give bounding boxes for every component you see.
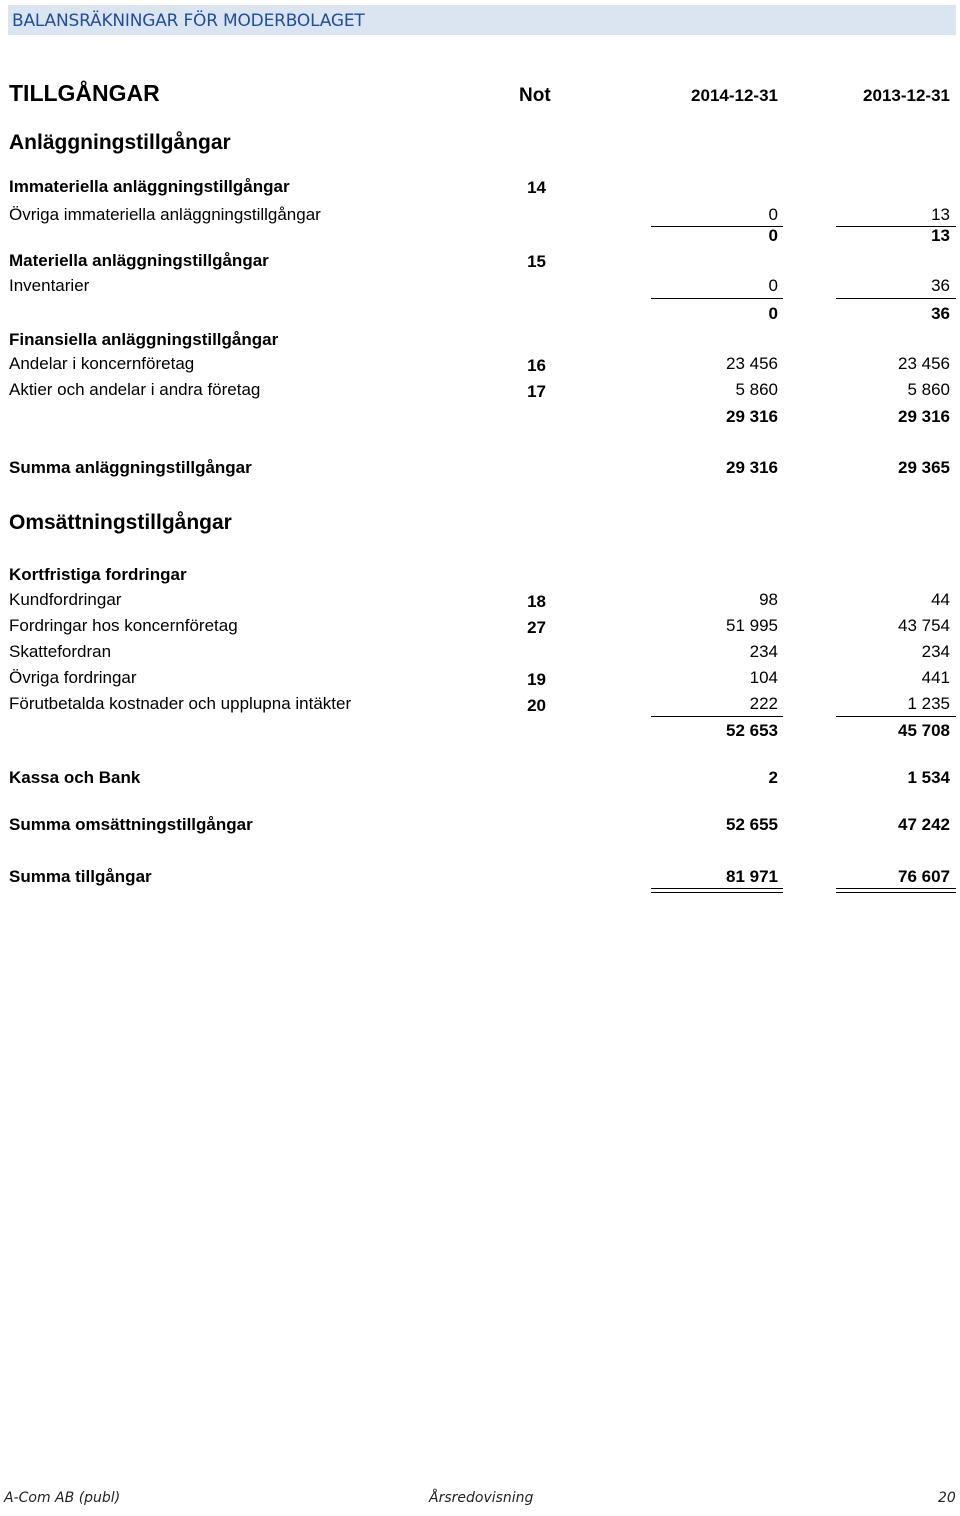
value-2014: 104 bbox=[749, 668, 778, 687]
row-label: Skattefordran bbox=[9, 642, 112, 661]
column-header-2014: 2014-12-31 bbox=[691, 86, 778, 105]
row-label: Kundfordringar bbox=[9, 590, 122, 609]
row-label: Övriga immateriella anläggningstillgångar bbox=[9, 205, 321, 224]
double-rule bbox=[651, 892, 783, 893]
double-rule bbox=[836, 892, 956, 893]
subtotal-2013: 13 bbox=[931, 226, 950, 245]
page-banner bbox=[8, 5, 956, 35]
subtotal-2014: 52 653 bbox=[726, 721, 778, 740]
row-label: Aktier och andelar i andra företag bbox=[9, 380, 261, 399]
row-label: Inventarier bbox=[9, 276, 90, 295]
note-ref: 18 bbox=[527, 592, 546, 611]
value-2014: 234 bbox=[749, 642, 778, 661]
value-2014: 0 bbox=[768, 205, 778, 224]
section-heading-anlaggning: Anläggningstillgångar bbox=[9, 131, 231, 154]
value-2014: 98 bbox=[759, 590, 778, 609]
value-2014: 23 456 bbox=[726, 354, 778, 373]
subheading-finansiella: Finansiella anläggningstillgångar bbox=[9, 330, 279, 349]
value-2014: 0 bbox=[768, 276, 778, 295]
footer-company: A-Com AB (publ) bbox=[4, 1490, 121, 1506]
subtotal-2014: 0 bbox=[768, 304, 778, 323]
note-ref: 15 bbox=[527, 252, 546, 271]
subtotal-rule bbox=[651, 298, 783, 299]
section-heading-omsattning: Omsättningstillgångar bbox=[9, 511, 232, 534]
note-ref: 20 bbox=[527, 696, 546, 715]
page-title: TILLGÅNGAR bbox=[9, 80, 160, 106]
row-label: Andelar i koncernföretag bbox=[9, 354, 195, 373]
note-column-header: Not bbox=[519, 85, 551, 106]
total-2014: 52 655 bbox=[726, 815, 778, 834]
value-2013: 44 bbox=[931, 590, 950, 609]
value-2013: 441 bbox=[921, 668, 950, 687]
value-2013: 43 754 bbox=[898, 616, 950, 635]
subheading-materiella: Materiella anläggningstillgångar bbox=[9, 251, 269, 270]
row-label: Förutbetalda kostnader och upplupna intäkter bbox=[9, 694, 352, 713]
row-label: Fordringar hos koncernföretag bbox=[9, 616, 238, 635]
total-2013: 47 242 bbox=[898, 815, 950, 834]
total-label: Summa omsättningstillgångar bbox=[9, 815, 253, 834]
total-2013: 29 365 bbox=[898, 458, 950, 477]
total-2014: 29 316 bbox=[726, 458, 778, 477]
column-header-2013: 2013-12-31 bbox=[863, 86, 950, 105]
subtotal-2013: 29 316 bbox=[898, 407, 950, 426]
value-2014: 5 860 bbox=[735, 380, 778, 399]
double-rule bbox=[836, 888, 956, 889]
subtotal-rule bbox=[836, 298, 956, 299]
subtotal-2013: 36 bbox=[931, 304, 950, 323]
value-2013: 5 860 bbox=[907, 380, 950, 399]
footer-document: Årsredovisning bbox=[429, 1490, 534, 1506]
subtotal-2014: 0 bbox=[768, 226, 778, 245]
value-2013: 36 bbox=[931, 276, 950, 295]
note-ref: 16 bbox=[527, 356, 546, 375]
subheading-kortfristiga: Kortfristiga fordringar bbox=[9, 565, 187, 584]
note-ref: 19 bbox=[527, 670, 546, 689]
grand-total-label: Summa tillgångar bbox=[9, 867, 152, 886]
subtotal-rule bbox=[836, 716, 956, 717]
value-2014: 2 bbox=[768, 768, 778, 787]
value-2014: 222 bbox=[749, 694, 778, 713]
subheading-immateriella: Immateriella anläggningstillgångar bbox=[9, 177, 290, 196]
grand-total-2014: 81 971 bbox=[726, 867, 778, 886]
total-label: Summa anläggningstillgångar bbox=[9, 458, 252, 477]
banner-title: BALANSRÄKNINGAR FÖR MODERBOLAGET bbox=[12, 11, 365, 31]
subtotal-rule bbox=[651, 716, 783, 717]
value-2013: 23 456 bbox=[898, 354, 950, 373]
subtotal-2014: 29 316 bbox=[726, 407, 778, 426]
value-2013: 234 bbox=[921, 642, 950, 661]
subtotal-2013: 45 708 bbox=[898, 721, 950, 740]
value-2013: 1 534 bbox=[907, 768, 950, 787]
value-2014: 51 995 bbox=[726, 616, 778, 635]
row-label-kassa: Kassa och Bank bbox=[9, 768, 141, 787]
value-2013: 1 235 bbox=[907, 694, 950, 713]
note-ref: 27 bbox=[527, 618, 546, 637]
footer-page-number: 20 bbox=[938, 1490, 956, 1506]
grand-total-2013: 76 607 bbox=[898, 867, 950, 886]
note-ref: 17 bbox=[527, 382, 546, 401]
double-rule bbox=[651, 888, 783, 889]
row-label: Övriga fordringar bbox=[9, 668, 137, 687]
note-ref: 14 bbox=[527, 178, 546, 197]
value-2013: 13 bbox=[931, 205, 950, 224]
